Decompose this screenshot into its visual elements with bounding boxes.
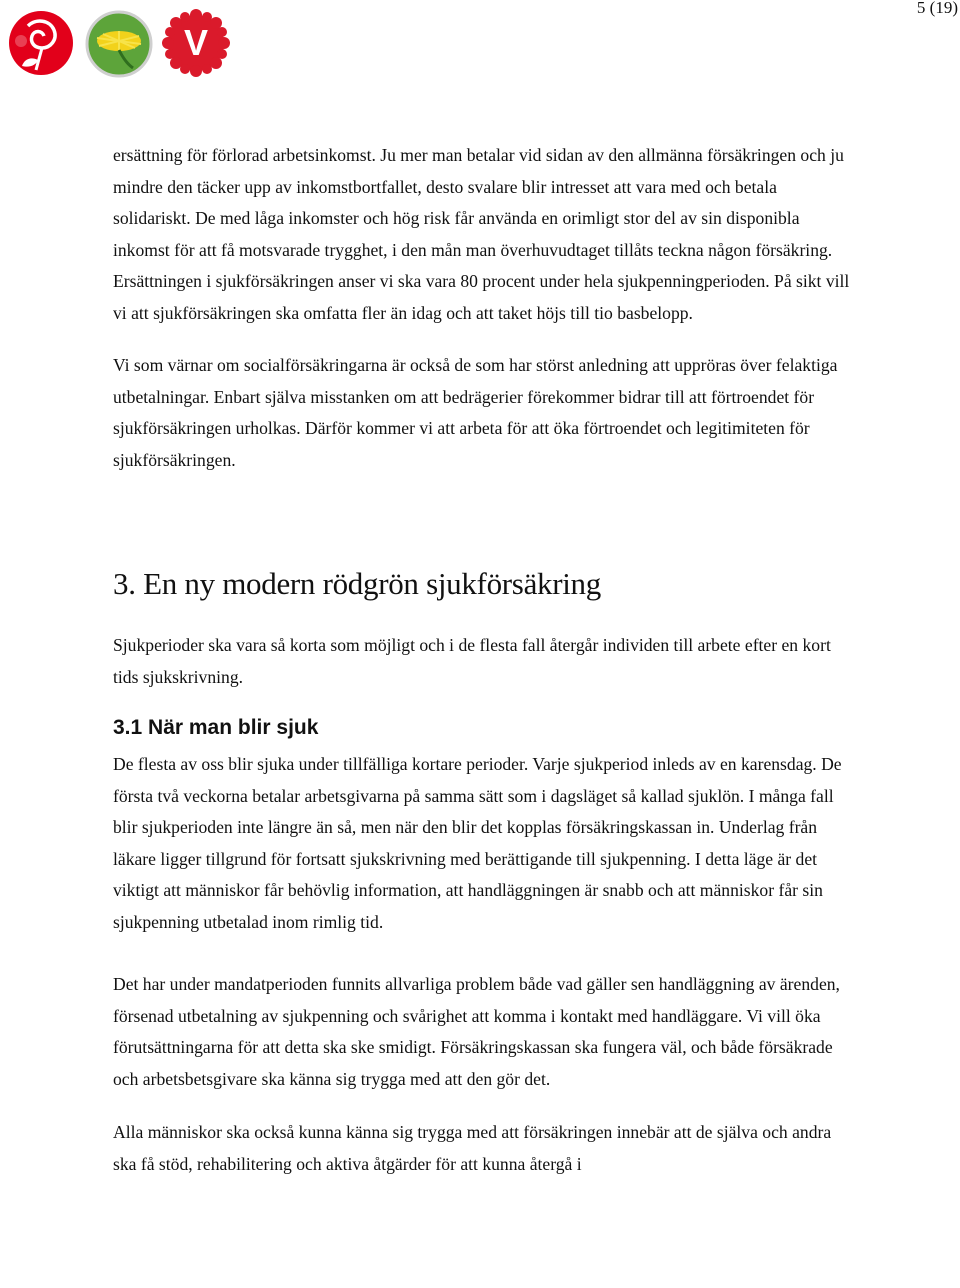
paragraph: Alla människor ska också kunna känna sig trygga med att försäkringen innebär att de själva och andra ska få stöd, rehabilitering och aktiva åtgärder för att kunna återgå i [113,1122,832,1174]
paragraph: ersättning för förlorad arbetsinkomst. Ju mer man betalar vid sidan av den allmänna försäkringen och ju mindre den täcker upp av inkomstbortfallet, desto svalare blir intresset att vara med och betala solidariskt. De med låga inkomster och hög risk får använda en orimligt stor del av sin disponibla inkomst för att få motsvarade trygghet, i den mån man överhuvudtaget tillåts teckna någon försäkring. Ersättningen i sjukförsäkringen anser vi ska vara 80 procent under hela sjukpenningperioden. På sikt vill vi att sjukförsäkringen ska omfatta fler än idag och att taket höjs till tio basbelopp. [113,145,850,323]
subsection-heading: 3.1 När man blir sjuk [113,716,319,739]
v-logo-letter: V [183,22,209,63]
party-logos [6,8,231,78]
paragraph: De flesta av oss blir sjuka under tillfälliga kortare perioder. Varje sjukperiod inleds av en karensdag. De första två veckorna betalar arbetsgivarna på samma sätt som i dagsläget så kallad sjuklön. I många fall blir sjukperioden inte längre än så, men när den blir det kopplas försäkringskassan in. Underlag från läkare ligger tillgrund för fortsatt sjukskrivning med berättigande till sjukpenning. I detta läge är det viktigt att människor får behövlig information, att handläggningen är snabb och att människor får sin sjukpenning utbetalad inom rimlig tid. [113,754,842,932]
paragraph: Vi som värnar om socialförsäkringarna är också de som har störst anledning att uppröras över felaktiga utbetalningar. Enbart själva misstanken om att bedrägerier förekommer bidrar till att förtroendet för sjukförsäkringen urholkas. Därför kommer vi att arbeta för att öka förtroendet och legitimiteten för sjukförsäkringen. [113,355,838,470]
dandelion-logo-icon [83,8,155,78]
paragraph: Det har under mandatperioden funnits allvarliga problem både vad gäller sen handläggning av ärenden, försenad utbetalning av sjukpenning och svårighet att komma i kontakt med handläggare. Vi vill öka förutsättningarna för att detta ska ske smidigt. Försäkringskassan ska fungera väl, och både försäkrade och arbetsbetsgivare ska känna sig trygga med att den gör det. [113,974,840,1089]
page-number: 5 (19) [916,0,958,17]
paragraph: Sjukperioder ska vara så korta som möjligt och i de flesta fall återgår individen till arbete efter en kort tids sjukskrivning. [113,635,831,687]
rose-logo-icon [6,8,76,78]
document-body [113,140,853,1180]
section-heading: 3. En ny modern rödgrön sjukförsäkring [113,566,601,601]
v-logo-icon [161,8,231,78]
